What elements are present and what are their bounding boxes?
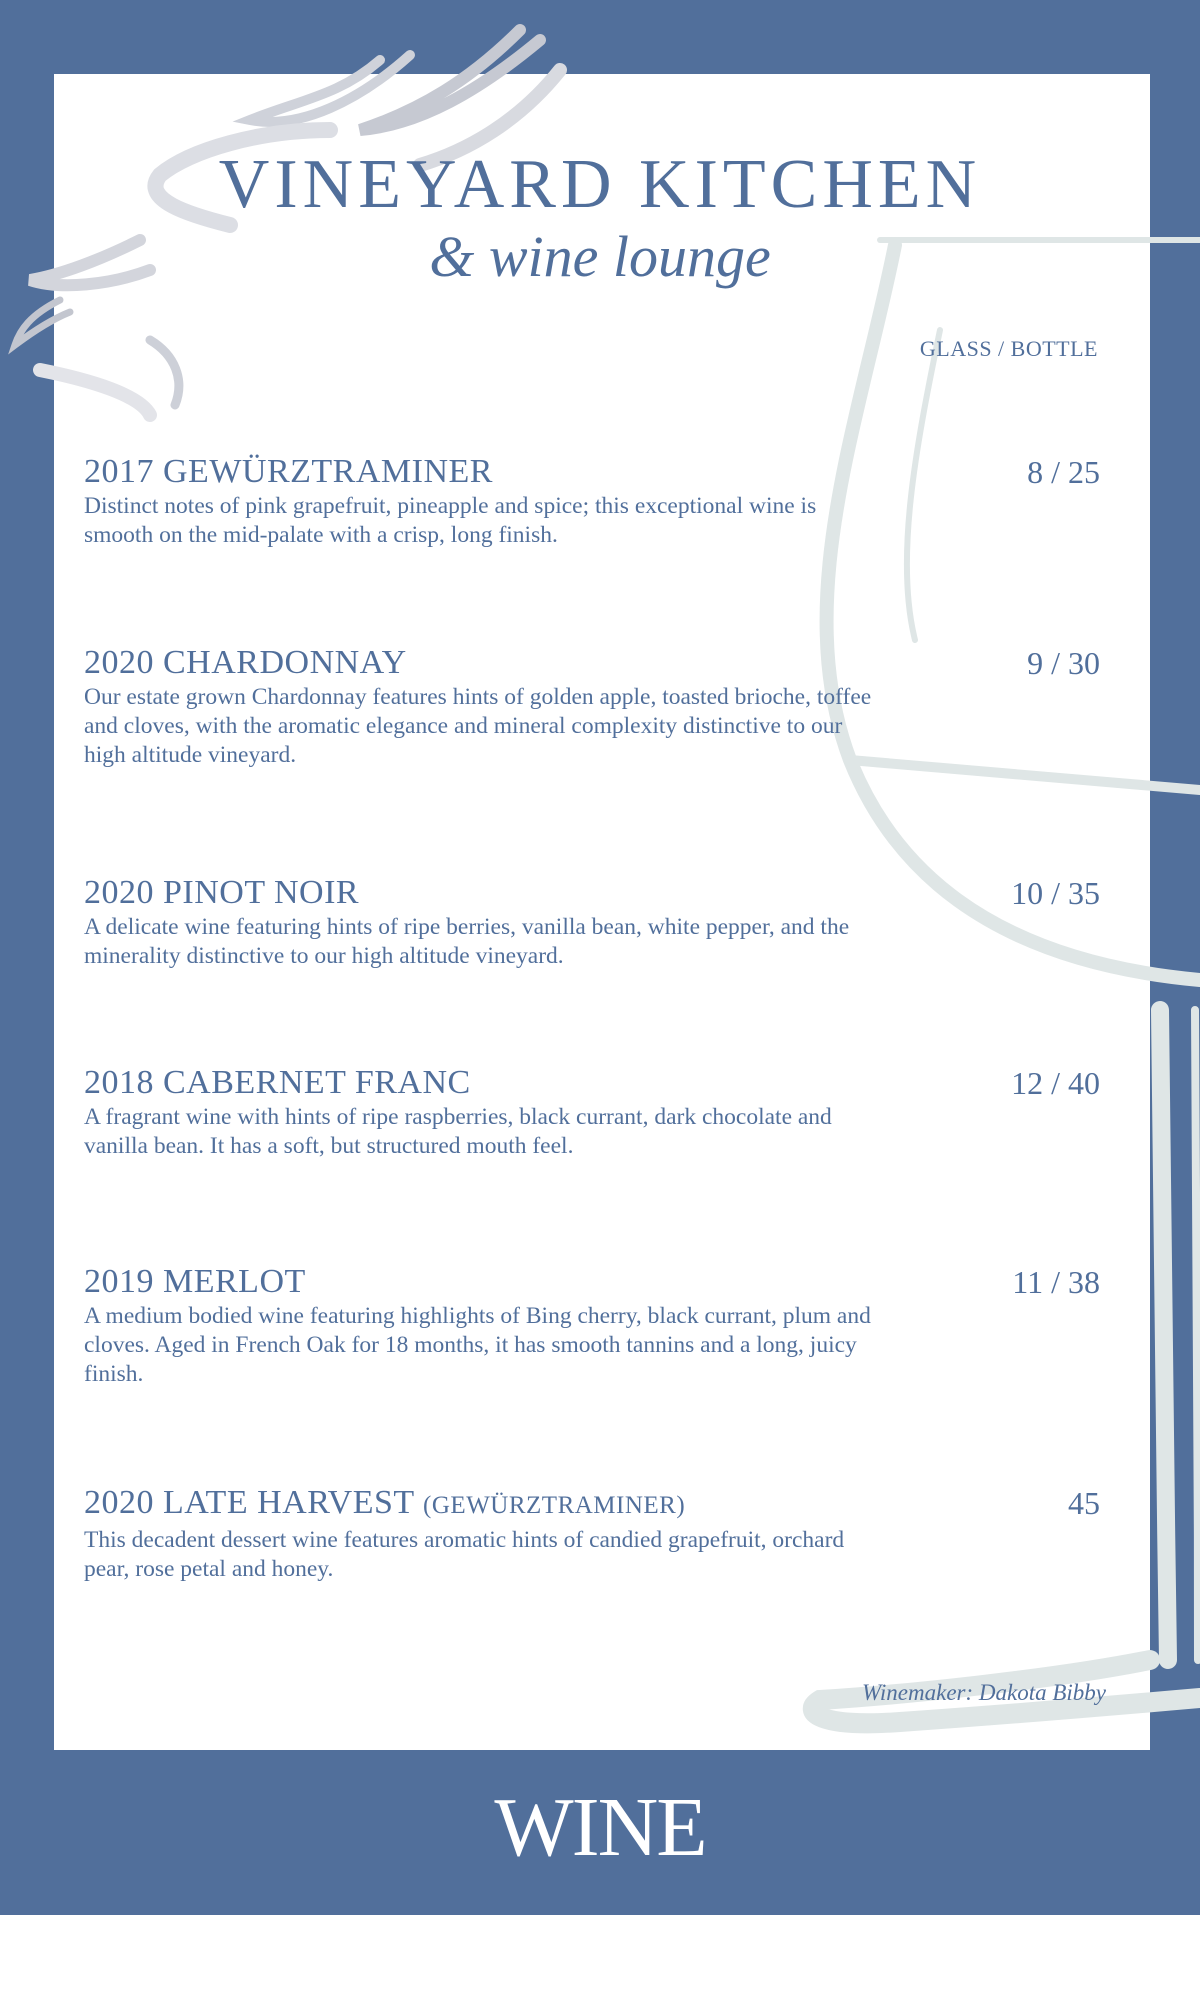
footer-label: WINE <box>494 1781 706 1874</box>
restaurant-subtitle: & wine lounge <box>429 224 771 289</box>
wine-description: This decadent dessert wine features aromatic hints of candied grapefruit, orchard pear, rose petal and honey. <box>84 1527 845 1582</box>
wine-description: A fragrant wine with hints of ripe raspberries, black currant, dark chocolate and vanilla bean. It has a soft, but structured mouth feel. <box>84 1104 832 1159</box>
price-column-header: GLASS / BOTTLE <box>919 336 1098 361</box>
wine-description: Our estate grown Chardonnay features hints of golden apple, toasted brioche, toffee and cloves, with the aromatic elegance and mineral complexity distinctive to our high altitude vineyard. <box>84 684 872 768</box>
wine-item-late-harvest <box>84 1483 1100 1584</box>
wine-price: 45 <box>1068 1485 1100 1521</box>
wine-name: 2017 GEWÜRZTRAMINER <box>84 453 493 490</box>
wine-item-chardonnay <box>84 643 1100 770</box>
winemaker-credit: Winemaker: Dakota Bibby <box>862 1680 1106 1705</box>
wine-description: A delicate wine featuring hints of ripe berries, vanilla bean, white pepper, and the minerality distinctive to our high altitude vineyard. <box>84 914 850 969</box>
wine-description: Distinct notes of pink grapefruit, pineapple and spice; this exceptional wine is smooth on the mid-palate with a crisp, long finish. <box>84 493 817 548</box>
wine-item-merlot <box>84 1262 1100 1389</box>
wine-name: 2020 LATE HARVEST <box>84 1484 415 1521</box>
wine-name: 2019 MERLOT <box>84 1263 306 1300</box>
wine-item-gewurztraminer <box>84 452 1100 550</box>
wine-name: 2020 PINOT NOIR <box>84 874 360 911</box>
wine-name-suffix: (GEWÜRZTRAMINER) <box>423 1492 686 1519</box>
wine-description: A medium bodied wine featuring highlights of Bing cherry, black currant, plum and cloves. Aged in French Oak for 18 months, it has smooth tannins and a long, juicy finish. <box>84 1303 871 1387</box>
wine-price: 8 / 25 <box>1027 454 1100 490</box>
wine-item-pinot-noir <box>84 873 1100 971</box>
wine-price: 9 / 30 <box>1027 645 1100 681</box>
wine-name: 2018 CABERNET FRANC <box>84 1064 471 1101</box>
wine-item-cabernet-franc <box>84 1063 1100 1161</box>
wine-price: 11 / 38 <box>1012 1264 1100 1300</box>
wine-name: 2020 CHARDONNAY <box>84 644 407 681</box>
wine-price: 12 / 40 <box>1011 1065 1100 1101</box>
restaurant-title: VINEYARD KITCHEN <box>218 146 982 223</box>
wine-price: 10 / 35 <box>1011 875 1100 911</box>
